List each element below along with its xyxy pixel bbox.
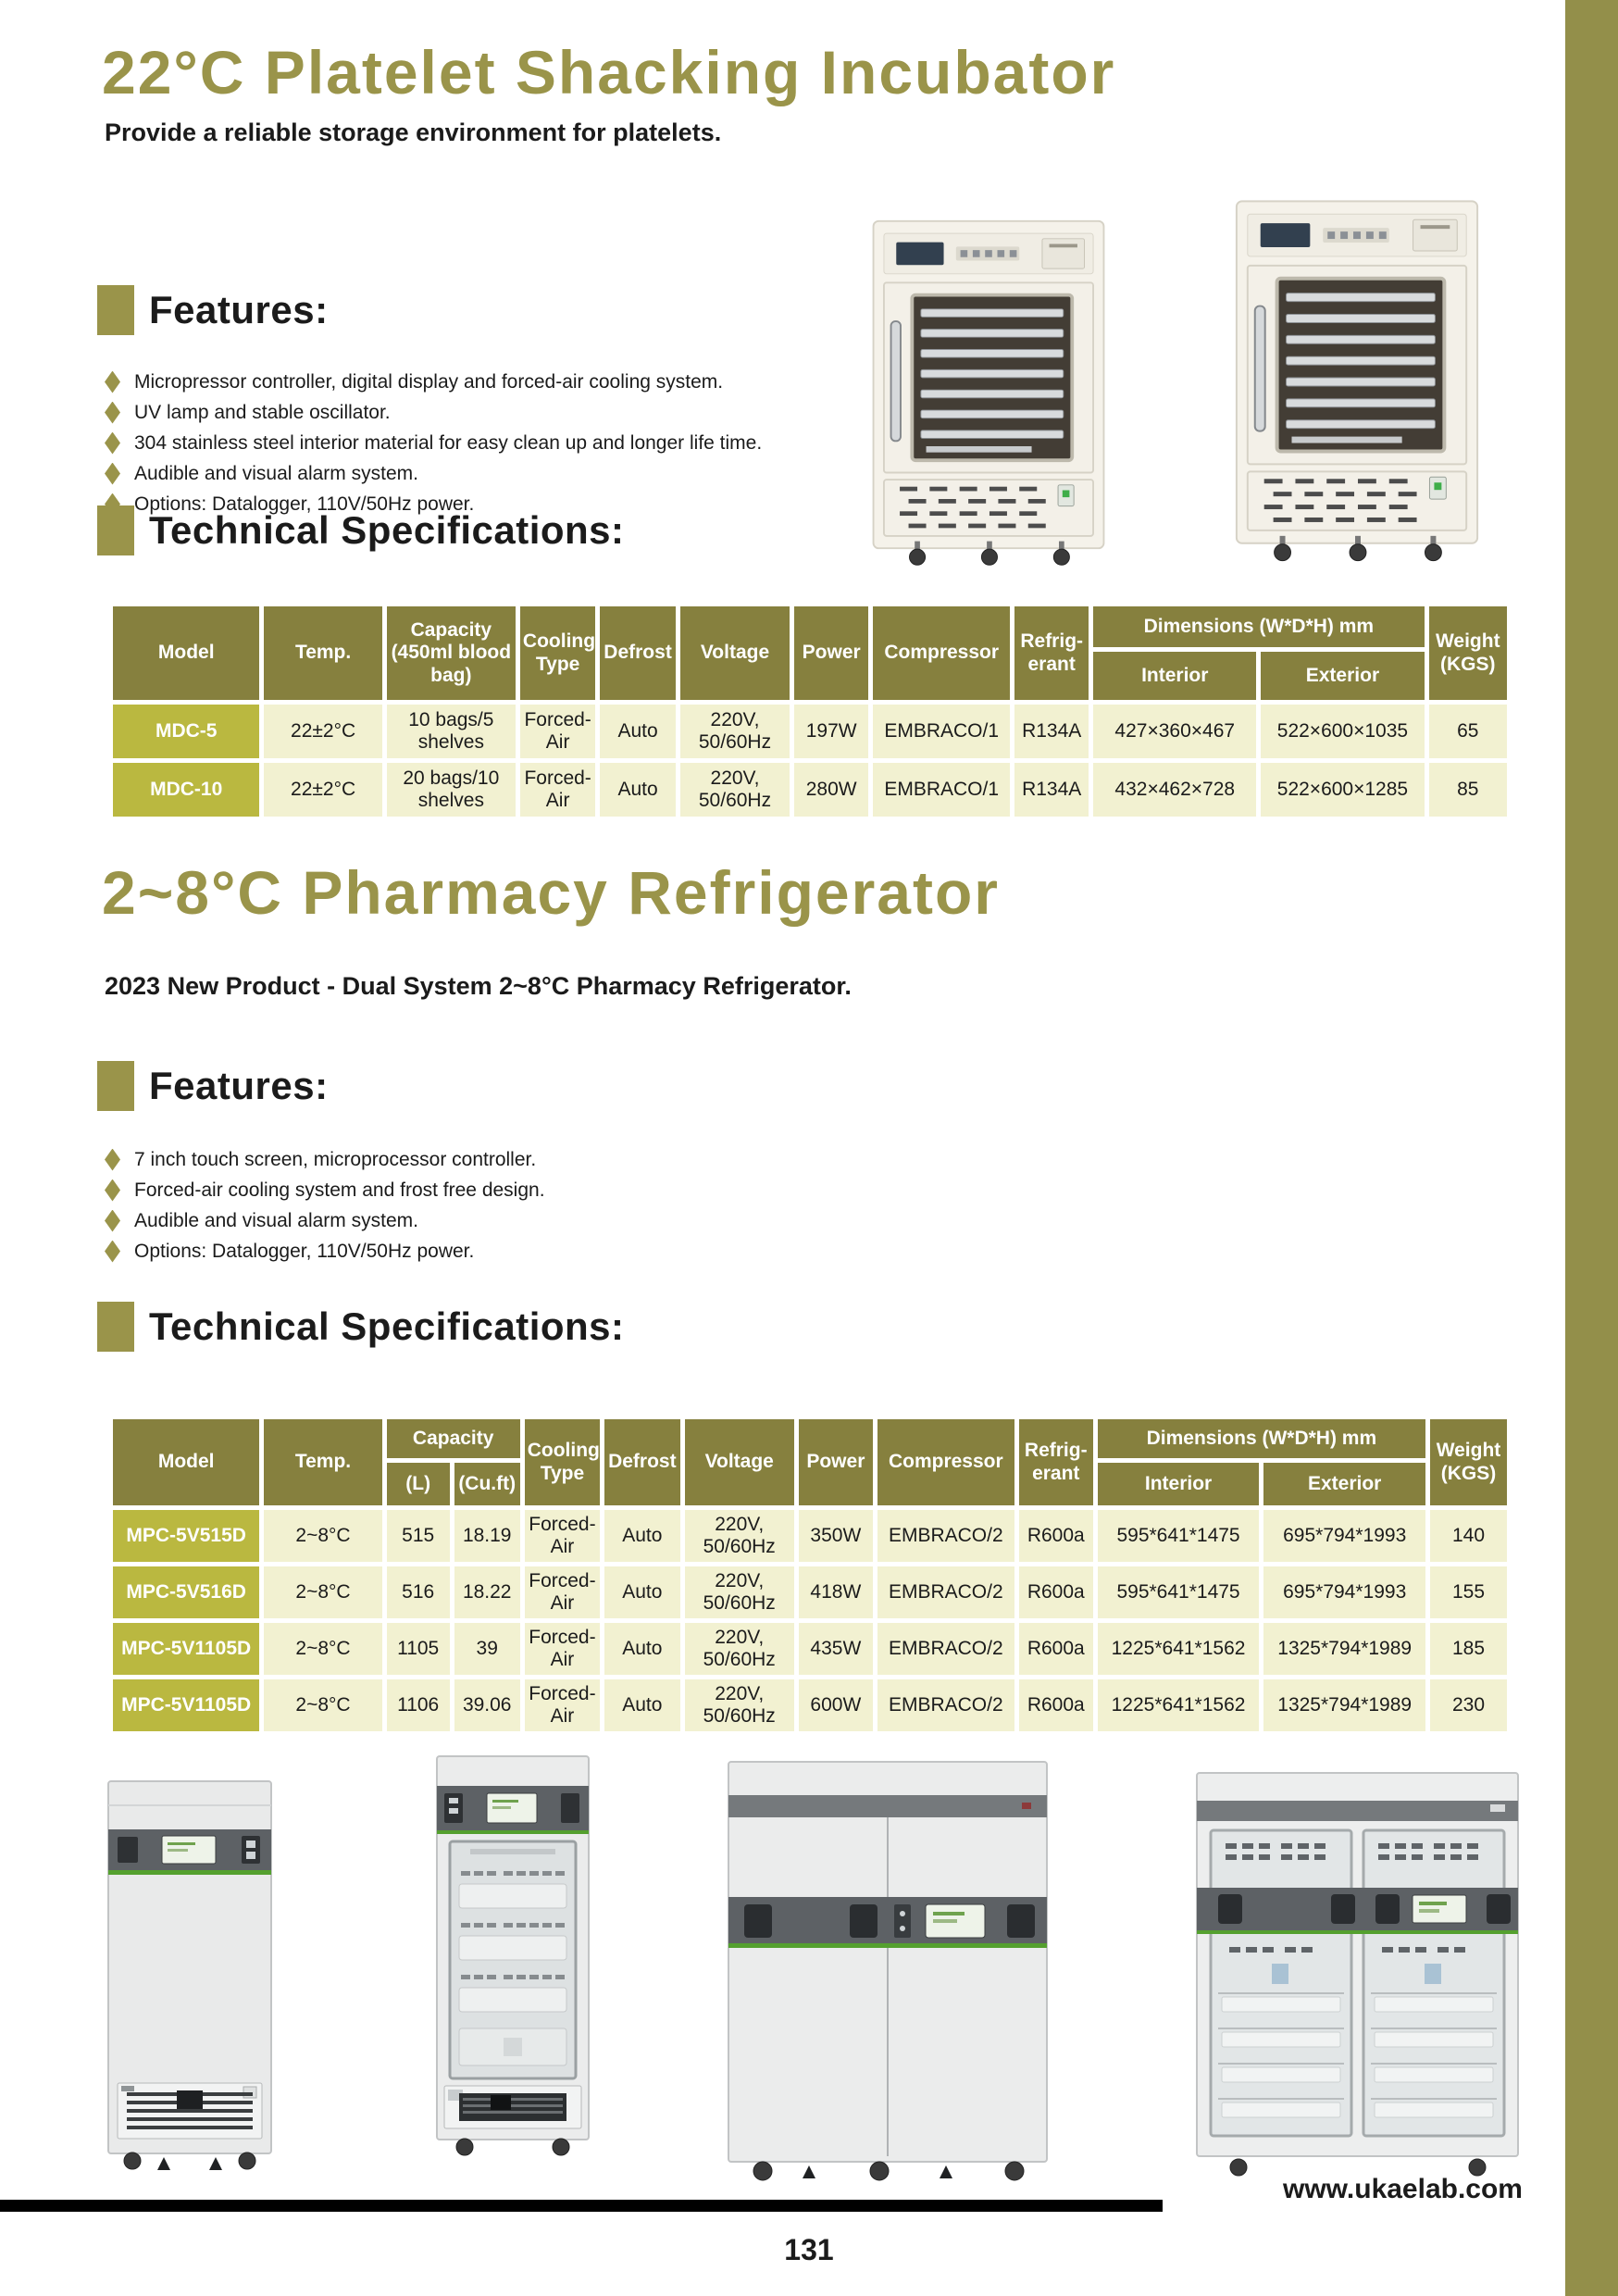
olive-square-icon <box>97 505 134 555</box>
table-cell: 18.22 <box>454 1566 520 1618</box>
list-item <box>105 1236 545 1267</box>
col-header-model: Model <box>113 1419 259 1505</box>
table-row <box>113 1510 1507 1562</box>
diamond-bullet-icon <box>105 402 120 424</box>
olive-square-icon <box>97 285 134 335</box>
platelet-incubator-small-image <box>861 218 1116 569</box>
platelet-incubator-large-image <box>1224 194 1490 568</box>
feature-text: 304 stainless steel interior material for easy clean up and longer life time. <box>134 431 763 454</box>
pharmacy-fridge-glass-door-image <box>433 1754 592 2158</box>
table-cell: Auto <box>600 763 675 817</box>
specs-heading-text: Technical Specifications: <box>149 1304 625 1348</box>
section1-title: 22°C Platelet Shacking Incubator <box>102 38 1116 106</box>
table-cell: R600a <box>1019 1679 1093 1731</box>
col-header-power: Power <box>794 606 868 700</box>
website-url: www.ukaelab.com <box>1283 2174 1523 2204</box>
table-cell: EMBRACO/2 <box>877 1566 1014 1618</box>
table-cell: Forced-Air <box>525 1679 600 1731</box>
table-cell: 20 bags/10 shelves <box>387 763 516 817</box>
col-header-model: Model <box>113 606 259 700</box>
olive-square-icon <box>97 1061 134 1111</box>
col-header-refrigerant: Refrig-erant <box>1019 1419 1093 1505</box>
feature-text: Micropressor controller, digital display and forced-air cooling system. <box>134 370 724 393</box>
diamond-bullet-icon <box>105 1179 120 1202</box>
table-cell: 432×462×728 <box>1093 763 1256 817</box>
section1-features-list <box>105 367 762 519</box>
model-cell: MPC-5V1105D <box>113 1623 259 1675</box>
diamond-bullet-icon <box>105 371 120 393</box>
list-item <box>105 458 762 489</box>
diamond-bullet-icon <box>105 1149 120 1171</box>
col-header-temp: Temp. <box>264 606 381 700</box>
col-header-cooling: Cooling Type <box>520 606 595 700</box>
table-cell: R600a <box>1019 1566 1093 1618</box>
table-cell: EMBRACO/2 <box>877 1679 1014 1731</box>
table-cell: 516 <box>387 1566 450 1618</box>
pharmacy-fridge-double-door-image <box>724 1756 1052 2185</box>
right-olive-band <box>1565 0 1618 2296</box>
table-cell: 18.19 <box>454 1510 520 1562</box>
table-cell: Auto <box>604 1623 679 1675</box>
table-row <box>113 1566 1507 1618</box>
col-header-dimensions: Dimensions (W*D*H) mm <box>1098 1419 1425 1458</box>
table-cell: 220V, 50/60Hz <box>685 1679 794 1731</box>
table-cell: Forced-Air <box>520 763 595 817</box>
table-cell: R134A <box>1014 705 1089 758</box>
table-cell: 220V, 50/60Hz <box>680 705 790 758</box>
table-row <box>113 1679 1507 1731</box>
table-cell: 197W <box>794 705 868 758</box>
col-header-capacity: Capacity <box>387 1419 520 1458</box>
list-item <box>105 1144 545 1175</box>
model-cell: MPC-5V1105D <box>113 1679 259 1731</box>
col-header-capacity-cuft: (Cu.ft) <box>454 1463 520 1505</box>
table-cell: Forced-Air <box>525 1566 600 1618</box>
col-header-temp: Temp. <box>264 1419 381 1505</box>
feature-text: 7 inch touch screen, microprocessor controller. <box>134 1148 537 1170</box>
section2-specs-heading <box>97 1302 625 1352</box>
section2-title: 2~8°C Pharmacy Refrigerator <box>102 858 1000 927</box>
feature-text: UV lamp and stable oscillator. <box>134 401 391 423</box>
table-row <box>113 705 1507 758</box>
table-cell: Forced-Air <box>525 1623 600 1675</box>
table-cell: 695*794*1993 <box>1263 1566 1425 1618</box>
table-cell: R134A <box>1014 763 1089 817</box>
table-cell: 39.06 <box>454 1679 520 1731</box>
model-cell: MDC-5 <box>113 705 259 758</box>
col-header-compressor: Compressor <box>877 1419 1014 1505</box>
page-number: 131 <box>784 2233 834 2266</box>
table-cell: 10 bags/5 shelves <box>387 705 516 758</box>
col-header-exterior: Exterior <box>1261 652 1424 700</box>
table-cell: 1325*794*1989 <box>1263 1679 1425 1731</box>
table-cell: 85 <box>1429 763 1507 817</box>
table-cell: 22±2°C <box>264 763 381 817</box>
col-header-power: Power <box>799 1419 873 1505</box>
feature-text: Options: Datalogger, 110V/50Hz power. <box>134 493 475 515</box>
pharmacy-fridge-solid-door-image <box>105 1778 275 2172</box>
list-item <box>105 1175 545 1205</box>
table-cell: 2~8°C <box>264 1510 381 1562</box>
table-cell: R600a <box>1019 1510 1093 1562</box>
table-cell: 522×600×1285 <box>1261 763 1424 817</box>
table-cell: EMBRACO/1 <box>873 705 1010 758</box>
features-heading-text: Features: <box>149 1064 329 1107</box>
table-cell: 230 <box>1430 1679 1507 1731</box>
table-cell: EMBRACO/2 <box>877 1623 1014 1675</box>
table-cell: 220V, 50/60Hz <box>685 1623 794 1675</box>
list-item <box>105 428 762 458</box>
diamond-bullet-icon <box>105 1210 120 1232</box>
table-cell: 220V, 50/60Hz <box>685 1566 794 1618</box>
table-cell: 595*641*1475 <box>1098 1510 1260 1562</box>
pharmacy-fridge-double-glass-door-image <box>1192 1769 1523 2180</box>
table-cell: 65 <box>1429 705 1507 758</box>
list-item <box>105 367 762 397</box>
model-cell: MDC-10 <box>113 763 259 817</box>
table-cell: 600W <box>799 1679 873 1731</box>
col-header-refrigerant: Refrig-erant <box>1014 606 1089 700</box>
table-cell: 1105 <box>387 1623 450 1675</box>
table-cell: EMBRACO/2 <box>877 1510 1014 1562</box>
incubator-spec-table-wrap <box>108 602 1512 821</box>
section2-subtitle: 2023 New Product - Dual System 2~8°C Pharmacy Refrigerator. <box>105 972 852 1000</box>
col-header-defrost: Defrost <box>604 1419 679 1505</box>
table-cell: Auto <box>604 1510 679 1562</box>
col-header-defrost: Defrost <box>600 606 675 700</box>
table-cell: 515 <box>387 1510 450 1562</box>
feature-text: Options: Datalogger, 110V/50Hz power. <box>134 1240 475 1262</box>
table-cell: 155 <box>1430 1566 1507 1618</box>
table-cell: 185 <box>1430 1623 1507 1675</box>
table-cell: 220V, 50/60Hz <box>680 763 790 817</box>
table-cell: 22±2°C <box>264 705 381 758</box>
refrigerator-spec-table <box>108 1415 1512 1736</box>
refrigerator-spec-table-wrap <box>108 1415 1512 1736</box>
table-cell: EMBRACO/1 <box>873 763 1010 817</box>
table-cell: Auto <box>604 1679 679 1731</box>
footer-divider-bar <box>0 2200 1163 2212</box>
olive-square-icon <box>97 1302 134 1352</box>
col-header-dimensions: Dimensions (W*D*H) mm <box>1093 606 1424 647</box>
table-cell: 427×360×467 <box>1093 705 1256 758</box>
list-item <box>105 1205 545 1236</box>
col-header-cooling: Cooling Type <box>525 1419 600 1505</box>
col-header-compressor: Compressor <box>873 606 1010 700</box>
col-header-weight: Weight (KGS) <box>1430 1419 1507 1505</box>
table-cell: Forced-Air <box>525 1510 600 1562</box>
col-header-interior: Interior <box>1093 652 1256 700</box>
feature-text: Forced-air cooling system and frost free design. <box>134 1179 545 1201</box>
table-row <box>113 763 1507 817</box>
features-heading-text: Features: <box>149 288 329 331</box>
section2-features-heading <box>97 1061 329 1111</box>
feature-text: Audible and visual alarm system. <box>134 1209 418 1231</box>
table-cell: 1106 <box>387 1679 450 1731</box>
list-item <box>105 397 762 428</box>
col-header-capacity: Capacity (450ml blood bag) <box>387 606 516 700</box>
table-cell: 695*794*1993 <box>1263 1510 1425 1562</box>
feature-text: Audible and visual alarm system. <box>134 462 418 484</box>
col-header-voltage: Voltage <box>685 1419 794 1505</box>
table-cell: 522×600×1035 <box>1261 705 1424 758</box>
col-header-voltage: Voltage <box>680 606 790 700</box>
table-cell: 1225*641*1562 <box>1098 1679 1260 1731</box>
col-header-exterior: Exterior <box>1263 1463 1425 1505</box>
diamond-bullet-icon <box>105 432 120 455</box>
table-cell: 595*641*1475 <box>1098 1566 1260 1618</box>
table-cell: Auto <box>600 705 675 758</box>
section1-subtitle: Provide a reliable storage environment for platelets. <box>105 119 722 146</box>
table-cell: 1225*641*1562 <box>1098 1623 1260 1675</box>
table-cell: 1325*794*1989 <box>1263 1623 1425 1675</box>
col-header-interior: Interior <box>1098 1463 1260 1505</box>
table-cell: 435W <box>799 1623 873 1675</box>
table-cell: 140 <box>1430 1510 1507 1562</box>
col-header-weight: Weight (KGS) <box>1429 606 1507 700</box>
table-cell: 418W <box>799 1566 873 1618</box>
table-cell: Auto <box>604 1566 679 1618</box>
col-header-capacity-l: (L) <box>387 1463 450 1505</box>
table-cell: 280W <box>794 763 868 817</box>
section1-specs-heading <box>97 505 625 555</box>
table-cell: R600a <box>1019 1623 1093 1675</box>
table-row <box>113 1623 1507 1675</box>
table-cell: Forced-Air <box>520 705 595 758</box>
section2-features-list <box>105 1144 545 1267</box>
table-cell: 350W <box>799 1510 873 1562</box>
model-cell: MPC-5V516D <box>113 1566 259 1618</box>
table-cell: 39 <box>454 1623 520 1675</box>
incubator-spec-table <box>108 602 1512 821</box>
specs-heading-text: Technical Specifications: <box>149 508 625 552</box>
model-cell: MPC-5V515D <box>113 1510 259 1562</box>
table-cell: 2~8°C <box>264 1679 381 1731</box>
table-cell: 2~8°C <box>264 1623 381 1675</box>
diamond-bullet-icon <box>105 1241 120 1263</box>
diamond-bullet-icon <box>105 463 120 485</box>
section1-features-heading <box>97 285 329 335</box>
table-cell: 2~8°C <box>264 1566 381 1618</box>
table-cell: 220V, 50/60Hz <box>685 1510 794 1562</box>
